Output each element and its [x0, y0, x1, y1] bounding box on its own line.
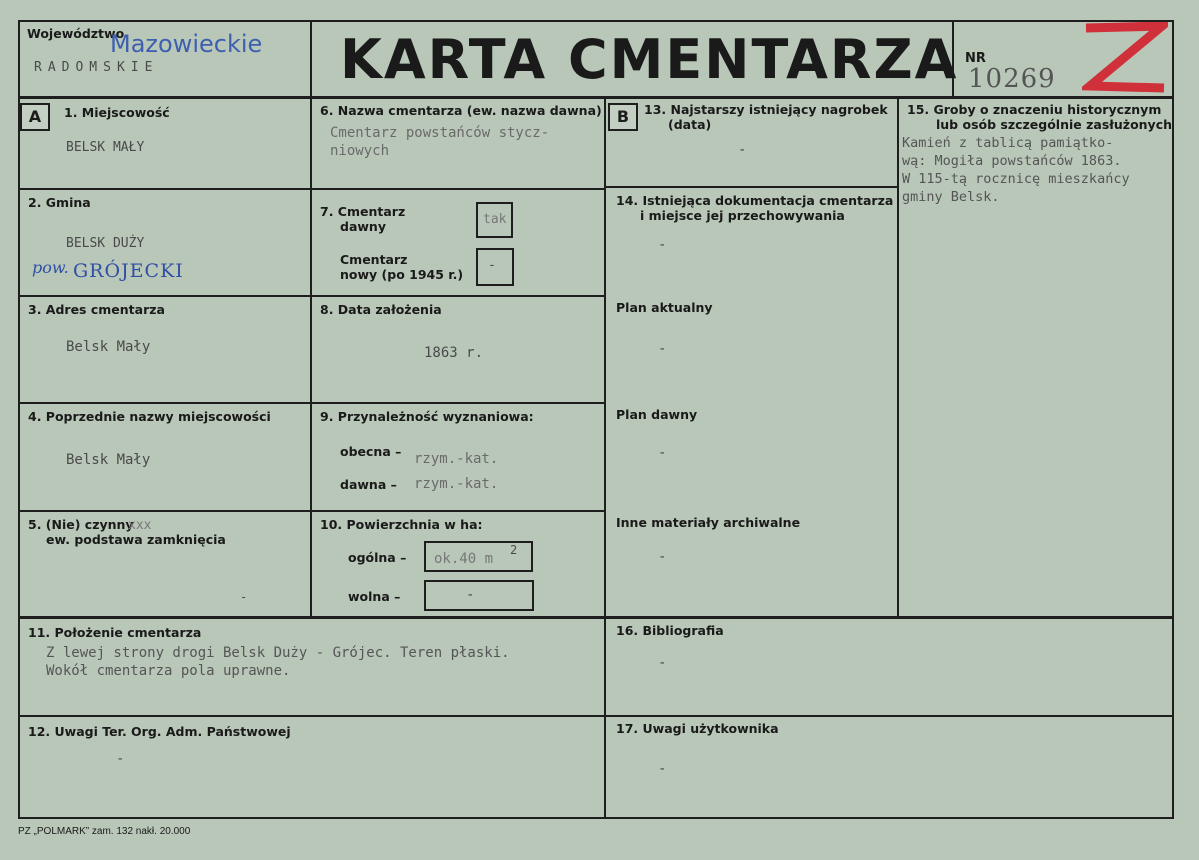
ogolna-box — [424, 541, 533, 572]
ogolna-sup: 2 — [510, 543, 518, 557]
field-15-line-2: wą: Mogiła powstańców 1863. — [902, 153, 1122, 169]
category-mark — [1082, 22, 1168, 94]
plan-aktualny-label: Plan aktualny — [616, 300, 713, 315]
field-5-label: 5. (Nie) czynny — [28, 517, 134, 532]
field-14-label: 14. Istniejąca dokumentacja cmentarza — [616, 193, 894, 208]
field-13-value: - — [738, 142, 747, 158]
plan-dawny-label: Plan dawny — [616, 407, 698, 422]
divider — [310, 96, 312, 618]
field-10-label: 10. Powierzchnia w ha: — [320, 517, 483, 532]
obecna-label: obecna – — [340, 444, 402, 459]
frame-top — [18, 20, 1174, 22]
field-6-line-2: niowych — [330, 143, 390, 159]
obecna-value: rzym.-kat. — [414, 451, 499, 467]
field-5-label-2: ew. podstawa zamknięcia — [46, 532, 226, 547]
category-mark-glyph — [1082, 22, 1168, 94]
plan-dawny-value: - — [658, 445, 667, 461]
region-value: RADOMSKIE — [34, 60, 159, 75]
nowy-label-b: nowy (po 1945 r.) — [340, 267, 464, 282]
field-2-value: BELSK DUŻY — [66, 236, 145, 251]
nowy-checkbox — [476, 248, 514, 286]
nr-label: NR — [965, 51, 986, 66]
nowy-value: - — [488, 258, 496, 273]
divider — [18, 616, 1174, 619]
divider — [604, 186, 899, 188]
divider — [18, 96, 1174, 99]
field-17-value: - — [658, 761, 667, 777]
field-9-label: 9. Przynależność wyznaniowa: — [320, 409, 534, 424]
field-12-label: 12. Uwagi Ter. Org. Adm. Państwowej — [28, 724, 291, 739]
dawna-value: rzym.-kat. — [414, 476, 499, 492]
field-16-label: 16. Bibliografia — [616, 623, 724, 638]
field-11-line-1: Z lewej strony drogi Belsk Duży - Grójec. Teren płaski. — [46, 645, 510, 661]
dawny-checkbox — [476, 202, 513, 238]
field-2-pow-value: GRÓJECKI — [73, 260, 184, 282]
nowy-label: Cmentarz — [340, 252, 408, 267]
field-15-label: 15. Groby o znaczeniu historycznym — [907, 102, 1162, 117]
frame-right — [1172, 20, 1174, 819]
divider — [18, 402, 604, 404]
plan-aktualny-value: - — [658, 341, 667, 357]
dawny-value: tak — [483, 212, 507, 227]
frame-left — [18, 20, 20, 819]
section-b-badge: B — [608, 103, 638, 131]
printer-footer: PZ „POLMARK” zam. 132 nakł. 20.000 — [18, 826, 191, 837]
field-15-line-1: Kamień z tablicą pamiątko- — [902, 135, 1114, 151]
card-title: KARTA CMENTARZA — [340, 28, 959, 91]
field-2-label: 2. Gmina — [28, 195, 91, 210]
field-16-value: - — [658, 655, 667, 671]
field-15-line-3: W 115-tą rocznicę mieszkańcy — [902, 171, 1130, 187]
field-15-line-4: gminy Belsk. — [902, 189, 1000, 205]
inne-label: Inne materiały archiwalne — [616, 515, 801, 530]
wolna-value: - — [466, 587, 475, 603]
frame-bottom — [18, 817, 1174, 819]
field-3-value: Belsk Mały — [66, 339, 151, 355]
field-11-label: 11. Położenie cmentarza — [28, 625, 202, 640]
field-8-label: 8. Data założenia — [320, 302, 442, 317]
field-13-label-2: (data) — [668, 117, 712, 132]
field-11-line-2: Wokół cmentarza pola uprawne. — [46, 663, 291, 679]
divider — [18, 510, 604, 512]
field-17-label: 17. Uwagi użytkownika — [616, 721, 779, 736]
field-7-label: 7. Cmentarz — [320, 204, 406, 219]
section-a-badge: A — [20, 103, 50, 131]
field-7-label-b: dawny — [340, 219, 386, 234]
wolna-label: wolna – — [348, 589, 401, 604]
field-1-label: 1. Miejscowość — [64, 105, 170, 120]
field-5-value: - — [240, 590, 248, 604]
field-12-value: - — [116, 751, 125, 767]
field-3-label: 3. Adres cmentarza — [28, 302, 165, 317]
field-8-value: 1863 r. — [424, 345, 484, 361]
nr-value: 10269 — [968, 64, 1056, 94]
ogolna-label: ogólna – — [348, 550, 407, 565]
divider — [18, 295, 604, 297]
field-4-label: 4. Poprzednie nazwy miejscowości — [28, 409, 271, 424]
inne-value: - — [658, 549, 667, 565]
field-2-pow-prefix: pow. — [32, 258, 69, 277]
divider — [18, 188, 604, 190]
dawna-label: dawna – — [340, 477, 397, 492]
field-14-value: - — [658, 237, 667, 253]
divider — [604, 96, 606, 819]
field-5-strike: xxx — [128, 518, 152, 533]
divider — [310, 20, 312, 98]
wojewodztwo-label: Województwo — [27, 26, 125, 41]
field-4-value: Belsk Mały — [66, 452, 151, 468]
field-6-line-1: Cmentarz powstańców stycz- — [330, 125, 550, 141]
ogolna-value: ok.40 m — [434, 551, 494, 567]
wolna-box — [424, 580, 534, 611]
divider — [18, 715, 1174, 717]
field-6-label: 6. Nazwa cmentarza (ew. nazwa dawna) — [320, 103, 602, 118]
divider — [897, 96, 899, 616]
field-14-label-2: i miejsce jej przechowywania — [640, 208, 845, 223]
field-13-label: 13. Najstarszy istniejący nagrobek — [644, 102, 888, 117]
field-1-value: BELSK MAŁY — [66, 140, 145, 155]
wojewodztwo-stamp: Mazowieckie — [110, 30, 263, 58]
field-15-label-2: lub osób szczególnie zasłużonych — [936, 117, 1173, 132]
